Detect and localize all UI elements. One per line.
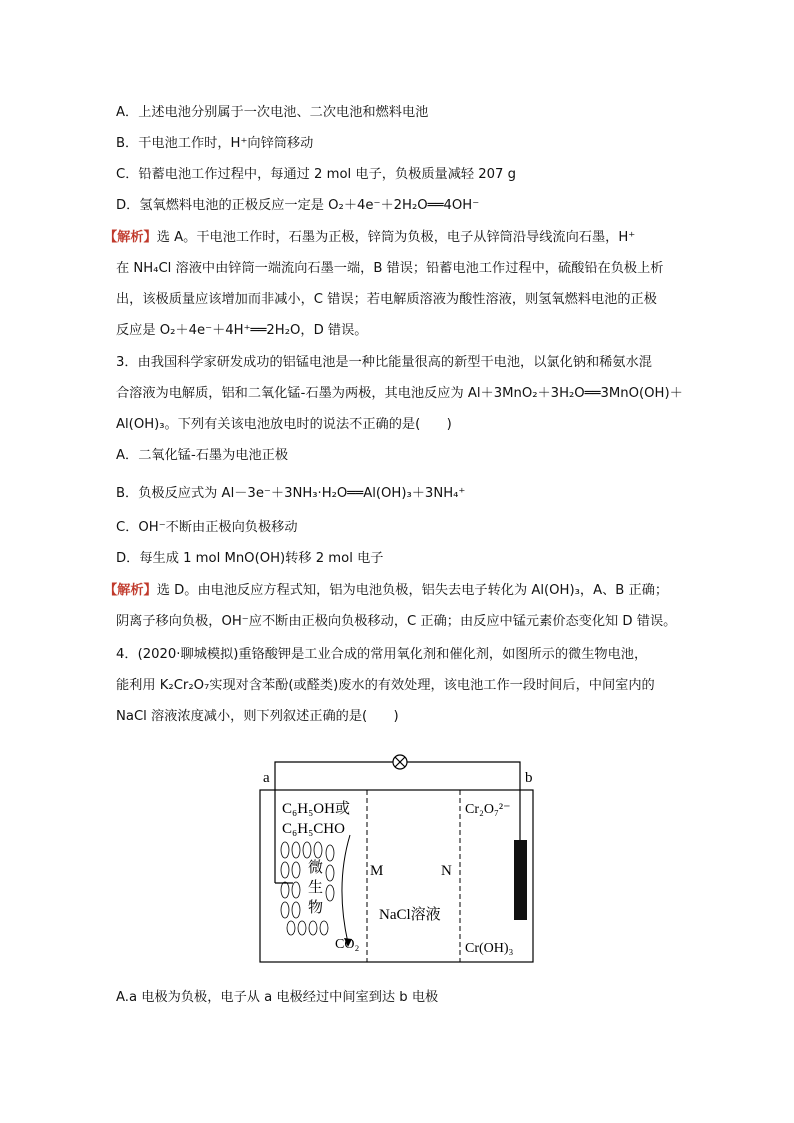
q2-analysis-line4: 反应是 O₂＋4e⁻＋4H⁺══2H₂O，D 错误。: [116, 323, 368, 338]
analysis-tag: 【解析】: [104, 583, 157, 598]
q3-stem-line3: Al(OH)₃。下列有关该电池放电时的说法不正确的是( ): [116, 417, 452, 432]
q2-analysis-line1: [104, 229, 635, 247]
q4-stem-line1: 4．(2020·聊城模拟)重铬酸钾是工业合成的常用氧化剂和催化剂，如图所示的微生物电池，: [116, 647, 648, 662]
q3-option-b: B．负极反应式为 Al－3e⁻＋3NH₃·H₂O══Al(OH)₃＋3NH₄⁺: [116, 486, 466, 501]
q2-analysis-text1: 选 A。干电池工作时，石墨为正极，锌筒为负极，电子从锌筒沿导线流向石墨，H⁺: [156, 230, 636, 245]
q3-analysis-line1: [104, 582, 668, 600]
q4-stem-line2: 能利用 K₂Cr₂O₇实现对含苯酚(或醛类)废水的有效处理，该电池工作一段时间后，中间室内的: [116, 678, 655, 693]
electrode-b: [514, 840, 527, 920]
q2-option-c: C．铅蓄电池工作过程中，每通过 2 mol 电子，负极质量减轻 207 g: [116, 167, 516, 182]
microbe-label-1: 微: [308, 860, 324, 876]
q2-analysis-line2: 在 NH₄Cl 溶液中由锌筒一端流向石墨一端，B 错误；铅蓄电池工作过程中，硫酸铅在负极上析: [116, 261, 664, 276]
q2-analysis-line3: 出，该极质量应该增加而非减小，C 错误；若电解质溶液为酸性溶液，则氢氧燃料电池的正极: [116, 292, 657, 307]
q3-option-c: C．OH⁻不断由正极向负极移动: [116, 520, 298, 535]
dichromate-label: Cr₂O₇²⁻: [465, 802, 511, 817]
q3-analysis-line2: 阴离子移向负极，OH⁻应不断由正极向负极移动，C 正确；由反应中锰元素价态变化知 D 错误。: [116, 614, 677, 629]
q3-option-d: D．每生成 1 mol MnO(OH)转移 2 mol 电子: [116, 551, 384, 566]
left-reagent-1: C₆H₅OH或: [282, 801, 350, 817]
q3-option-a: A．二氧化锰-石墨为电池正极: [116, 448, 289, 463]
chromium-hydroxide-label: Cr(OH)₃: [465, 941, 514, 956]
label-b: b: [525, 770, 533, 786]
q4-stem-line3: NaCl 溶液浓度减小，则下列叙述正确的是( ): [116, 709, 399, 724]
flow-arrow: [342, 835, 350, 943]
q3-analysis-text1: 选 D。由电池反应方程式知，铝为电池负极，铝失去电子转化为 Al(OH)₃，A、B 正确；: [156, 583, 669, 598]
analysis-tag: 【解析】: [104, 230, 157, 245]
membrane-m-label: M: [370, 863, 384, 879]
nacl-solution-label: NaCl溶液: [379, 907, 441, 923]
left-reagent-2: C₆H₅CHO: [282, 821, 345, 837]
membrane-n-label: N: [441, 863, 452, 879]
co2-label: CO₂: [335, 937, 360, 952]
q2-option-d: D．氢氧燃料电池的正极反应一定是 O₂＋4e⁻＋2H₂O══4OH⁻: [116, 198, 480, 213]
q4-option-a: A.a 电极为负极，电子从 a 电极经过中间室到达 b 电极: [116, 990, 439, 1005]
q3-stem-line2: 合溶液为电解质，铝和二氧化锰-石墨为两极，其电池反应为 Al＋3MnO₂＋3H₂O══3MnO(OH)＋: [116, 386, 683, 401]
q2-option-a: A．上述电池分别属于一次电池、二次电池和燃料电池: [116, 105, 429, 120]
microbe-label-2: 生: [308, 880, 324, 896]
q3-stem-line1: 3．由我国科学家研发成功的铝锰电池是一种比能量很高的新型干电池，以氯化钠和稀氨水混: [116, 355, 652, 370]
microbe-label-3: 物: [308, 900, 324, 916]
label-a: a: [263, 770, 270, 786]
fuel-cell-diagram: [255, 745, 545, 970]
q2-option-b: B．干电池工作时，H⁺向锌筒移动: [116, 136, 314, 151]
